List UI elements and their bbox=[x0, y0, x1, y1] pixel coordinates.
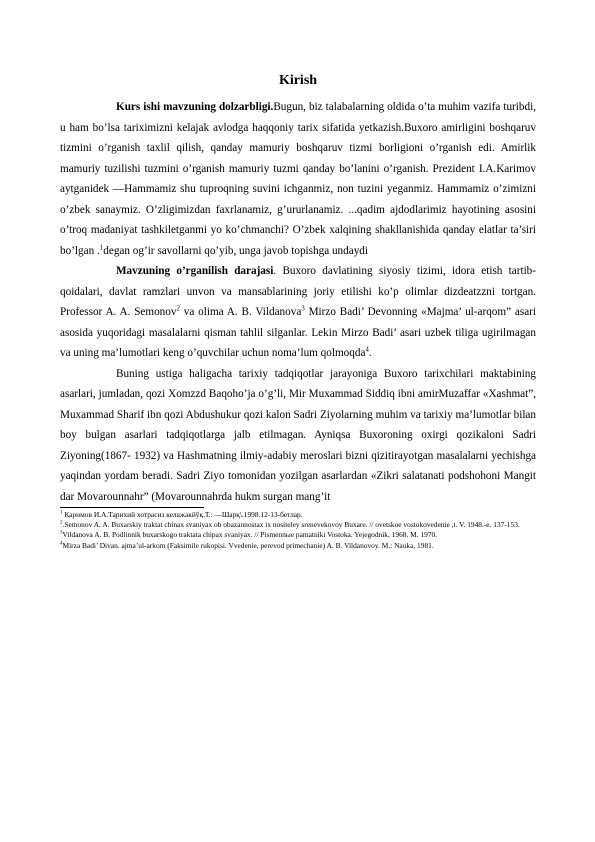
page-title: Kirish bbox=[278, 73, 318, 88]
footnote-number: 2 bbox=[60, 520, 63, 526]
relevance-heading: Kurs ishi mavzuning dolzarbligi. bbox=[116, 101, 274, 113]
study-degree-heading: Mavzuning o’rganilish darajasi bbox=[116, 265, 274, 277]
study-degree-text-4: . bbox=[368, 347, 372, 359]
footnote-number: 3 bbox=[60, 530, 63, 536]
paragraph-relevance bbox=[60, 97, 536, 261]
page-content bbox=[60, 72, 536, 551]
footnote-text: Vildanova A. B. Podlinnik buxarskogo traktata chipax svaniyax. // Pismennыe pamatniki Vostoka. Yejegodnik, 1968. M. 1970. bbox=[62, 530, 438, 540]
relevance-text-end: degan og’ir savollarni qo’yib, unga javob topishga undaydi bbox=[103, 244, 368, 257]
footnote-separator bbox=[60, 507, 204, 508]
footnote-3 bbox=[60, 530, 536, 540]
footnote-ref-3: 3 bbox=[301, 304, 305, 313]
footnote-number: 4 bbox=[60, 541, 63, 547]
footnote-number: 1 bbox=[60, 510, 63, 516]
paragraph-study-degree bbox=[60, 261, 536, 364]
footnote-2 bbox=[60, 520, 536, 530]
study-degree-text-3: Mirzo Badi’ Devonning «Majma’ ul-arqom” asari asosida yuqoridagi masalalarni qisman tahlil silganlar. Lekin Mirzo Badi’ asari uzbek tiliga ugirilmagan va uning ma’lumotlari keng o’quvchilar uchun noma’lum qolmoqda bbox=[60, 306, 536, 359]
study-degree-text-2: va olima A. B. Vildanova bbox=[179, 306, 302, 318]
study-degree-text: . Buxoro davlatining siyosiy tizimi, idora etish tartib- qoidalari, davlat ramzlari unvon va mansablarining joriy etilishi ko’p olimlar dizdeatzzni tortgan. Professor A. A. Semonov bbox=[60, 265, 536, 318]
footnote-text: Mirza Badi’ Divan. ajma’ul-arkom (Faksimile rukopisi. Vvedenie, perevod primechanie) A. B. Vildanovoy. M.: Nauka, 1981. bbox=[62, 540, 434, 550]
relevance-text: Bugun, biz talabalarning oldida o’ta muhim vazifa turibdi, u ham bo’lsa tariximizni kelajak avlodga haqqoniy tarix sifatida yetkazish.Buxoro amirligini boshqaruv tizmini o’rganish taxlil qilish, qanday mamuriy boshqaruv tizmi borligioni o’rganish edi. Amirlik mamuriy tuzilishi tuzmini o’rganish mamuriy tuzmi qanday bo’lanini o’rganish. Prezident I.A.Karimov aytganidek ―Hammamiz shu tuproqning suvini ichganmiz, non tuzini yeganmiz. Hammamiz o’zimizni o’zbek sanaymiz. O’zligimizdan faxrlanamiz, g’ururlanamiz. ...qadim ajdodlarimiz hayotining asosini o’troq madaniyat tashkiletganmi yo ko’chmanchi? O’zbek xalqining shakllanishida qanday elatlar ta’siri bo’lgan . bbox=[60, 101, 536, 257]
footnote-4 bbox=[60, 541, 536, 551]
footnote-ref-2: 2 bbox=[176, 304, 180, 313]
footnote-ref-4: 4 bbox=[365, 345, 369, 354]
footnote-text: Каримов И.А.Тарихий хотрасиз келажакйўқ.Т.: ―Шарқ\.1998.12-13-бетлар. bbox=[62, 510, 303, 519]
footnote-text: .Semonov A. A. Buxarskiy traktat chinax svaniyax ob obazannostax ix nositeley srenevekovoy Buxare. // ovetskoe vostokovedenie ,t. V. 1948.-e. 137-153. bbox=[62, 520, 520, 530]
paragraph-historians: Buning ustiga haligacha tarixiy tadqiqotlar jarayoniga Buxoro tarixchilari maktabining asarlari, jumladan, qozi Xomzzd Baqoho’ja o’g’li, Mir Muxammad Siddiq ibni amirMuzaffar «Xashmat”, Muxammad Sharif ibn qozi Abdushukur qozi kalon Sadri Ziyolarning muhim va tarixiy ma’lumotlar bilan boy bulgan asarlari tadqiqotlarga jalb etilmagan. Ayniqsa Buxoroning oxirgi qozikaloni Sadri Ziyoning(1867- 1932) va Hashmatning ilmiy-adabiy meroslari bizni qizitirayotgan masalalarni yechishga yaqindan yordam beradi. Sadri Ziyo tomonidan yozilgan asarlardan «Zikri salatanati podshohoni Mangit dar Movarounnahr” (Movarounnahrda hukm surgan mang’it bbox=[60, 367, 536, 503]
footnote-ref-1: 1 bbox=[99, 242, 104, 251]
footnote-1 bbox=[60, 510, 536, 520]
